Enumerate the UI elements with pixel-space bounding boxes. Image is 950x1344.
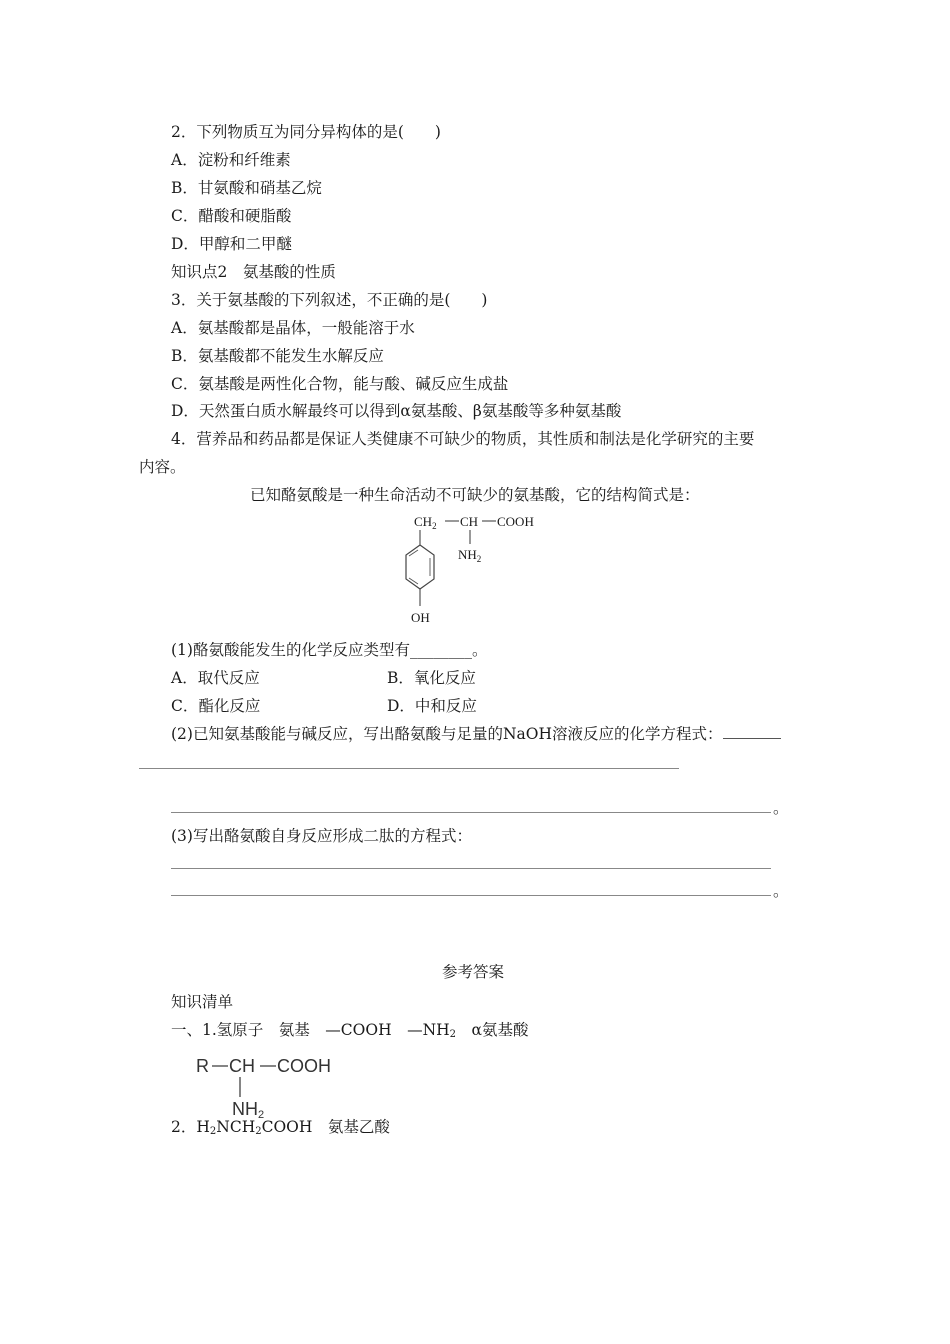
structure-nh2: $NH_2$ xyxy=(458,547,482,564)
structure-ch2: $CH_2$ xyxy=(414,514,437,531)
tyrosine-structure xyxy=(390,508,550,630)
structure-cooh: COOH xyxy=(497,514,534,529)
period-mark: 。 xyxy=(773,799,789,817)
q4-part2: (2)已知氨基酸能与碱反应，写出酪氨酸与足量的NaOH溶液反应的化学方程式： xyxy=(171,724,781,744)
structure-oh: OH xyxy=(411,610,430,625)
answers-title: 参考答案 xyxy=(442,963,505,981)
q4-stem-line1: 4．营养品和药品都是保证人类健康不可缺少的物质，其性质和制法是化学研究的主要 xyxy=(171,430,755,448)
q2-option-d: D．甲醇和二甲醚 xyxy=(171,235,292,253)
period-mark: 。 xyxy=(773,882,789,900)
structure-ch: CH xyxy=(460,514,479,529)
q3-option-a: A．氨基酸都是晶体，一般能溶于水 xyxy=(171,319,415,337)
answer-line[interactable] xyxy=(171,812,771,813)
q4-option-a: A．取代反应 xyxy=(171,669,260,687)
q3-option-c: C．氨基酸是两性化合物，能与酸、碱反应生成盐 xyxy=(171,375,509,393)
answer-line[interactable] xyxy=(171,868,771,869)
q4-part3: (3)写出酪氨酸自身反应形成二肽的方程式： xyxy=(171,827,472,845)
q3-stem: 3．关于氨基酸的下列叙述，不正确的是( ) xyxy=(171,291,488,309)
formula-ch: CH xyxy=(229,1056,255,1076)
q2-option-b: B．甘氨酸和硝基乙烷 xyxy=(171,179,322,197)
answers-line1: 一、1.氢原子 氨基 —COOH $—NH_2$ α氨基酸 xyxy=(171,1021,529,1040)
formula-r: R xyxy=(196,1056,209,1076)
answer-line[interactable] xyxy=(139,768,679,769)
q2-option-c: C．醋酸和硬脂酸 xyxy=(171,207,292,225)
answers-line2: 2．$H_2NCH_2COOH$ 氨基乙酸 xyxy=(171,1118,390,1137)
q4-part1: (1)酪氨酸能发生的化学反应类型有________。 xyxy=(171,641,488,659)
q4-option-b: B．氧化反应 xyxy=(387,669,476,687)
q3-option-d: D．天然蛋白质水解最终可以得到α氨基酸、β氨基酸等多种氨基酸 xyxy=(171,402,622,420)
q3-option-b: B．氨基酸都不能发生水解反应 xyxy=(171,347,384,365)
q4-option-c: C．酯化反应 xyxy=(171,697,261,715)
general-amino-acid-formula xyxy=(192,1050,362,1120)
q4-intro: 已知酪氨酸是一种生命活动不可缺少的氨基酸，它的结构简式是： xyxy=(250,486,700,504)
formula-cooh: COOH xyxy=(277,1056,331,1076)
q4-stem-line2: 内容。 xyxy=(139,458,186,476)
answer-blank[interactable] xyxy=(723,724,781,739)
q2-stem: 2．下列物质互为同分异构体的是( ) xyxy=(171,123,441,141)
formula-nh2: NH2 xyxy=(232,1099,265,1120)
answers-section: 知识清单 xyxy=(171,993,234,1011)
q2-option-a: A．淀粉和纤维素 xyxy=(171,151,291,169)
q4-option-d: D．中和反应 xyxy=(387,697,477,715)
answer-line[interactable] xyxy=(171,895,771,896)
knowledge-point-heading: 知识点2 氨基酸的性质 xyxy=(171,263,336,281)
